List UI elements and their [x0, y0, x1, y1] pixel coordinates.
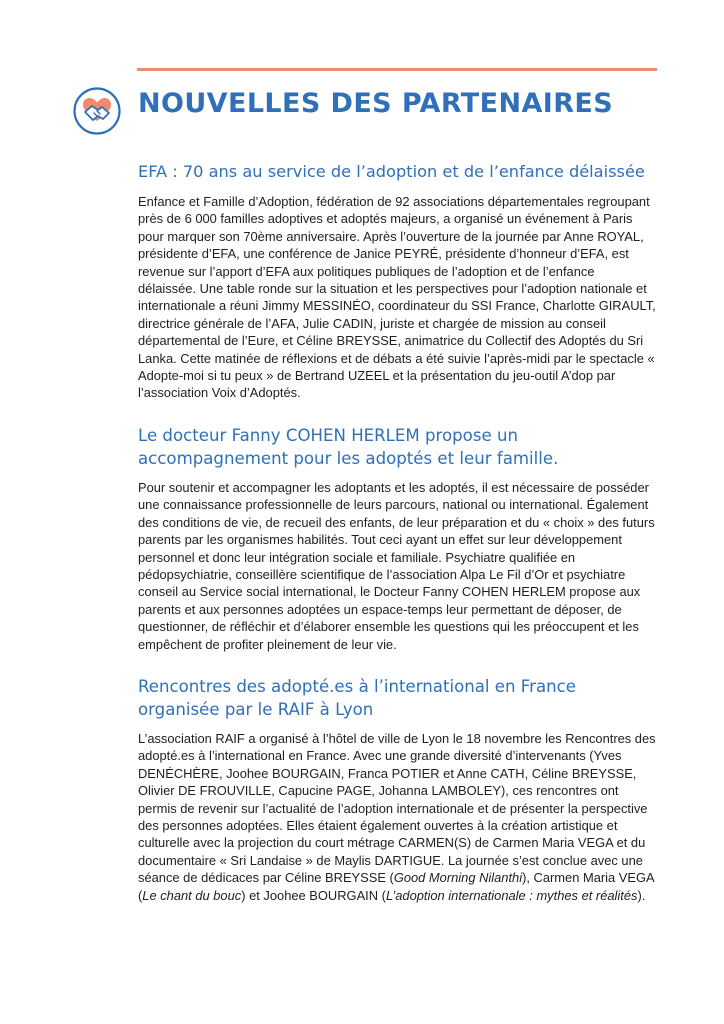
- page-header: [72, 84, 672, 138]
- handshake-heart-icon: [72, 86, 122, 136]
- book-title: Good Morning Nilanthi: [393, 870, 523, 886]
- article-cohen-herlem: [138, 424, 656, 653]
- article-title: Le docteur Fanny COHEN HERLEM propose un accompagnement pour les adoptés et leur famille.: [138, 426, 559, 468]
- article-body: [138, 730, 656, 904]
- body-text: L’association RAIF a organisé à l’hôtel de ville de Lyon le 18 novembre les Rencontres des adopté.es à l’international en France. Avec une grande diversité d’intervenants (Yves DENÉCHÈRE, Joohee BOURGAIN, Franca POTIER et Anne CATH, Céline BREYSSE, Olivier DE FROUVILLE, Capucine PAGE, Johanna LAMBOLEY), ces rencontres ont permis de revenir sur l’actualité de l’adoption internationale et de présenter la perspective des personnes adoptées. Elles étaient également ouvertes à la création artistique et culturelle avec la projection du court métrage CARMEN(S) de Carmen Maria VEGA et du documentaire « Sri Landaise » de Maylis DARTIGUE. La journée s’est conclue avec une séance de dédicaces par Céline BREYSSE (: [138, 731, 656, 886]
- article-body: Enfance et Famille d’Adoption, fédération de 92 associations départementales regroupant près de 6 000 familles adoptives et adoptés majeurs, a organisé un événement à Paris pour marquer son 70ème anniversaire. Après l’ouverture de la journée par Anne ROYAL, présidente d’EFA, une conférence de Janice PEYRÉ, présidente d’honneur d’EFA, est revenue sur l’apport d’EFA aux politiques publiques de l’adoption et de l’enfance délaissée. Une table ronde sur la situation et les perspectives pour l’adoption nationale et internationale a réuni Jimmy MESSINÉO, coordinateur du SSI France, Charlotte GIRAULT, directrice générale de l’AFA, Julie CADIN, juriste et chargée de mission au conseil départemental de l’Eure, et Céline BREYSSE, animatrice du Collectif des Adoptés du Sri Lanka. Cette matinée de réflexions et de débats a été suivie l’après-midi par le spectacle « Adopte-moi si tu peux » de Bertrand UZEEL et la présentation du jeu-outil A’dop par l’association Voix d’Adoptés.: [138, 194, 656, 401]
- book-title: L’adoption internationale : mythes et réalités: [385, 887, 638, 903]
- top-accent-rule: [137, 68, 657, 71]
- article-raif: [138, 675, 656, 904]
- book-title: Le chant du bouc: [142, 887, 242, 903]
- body-text: ).: [637, 887, 646, 903]
- article-efa: [138, 160, 656, 402]
- article-body: Pour soutenir et accompagner les adoptants et les adoptés, il est nécessaire de posséder une connaissance professionnelle de leurs parcours, national ou international. Également des conditions de vie, de recueil des enfants, de leur préparation et du « choix » des futurs parents par les organismes habilités. Tout ceci ayant un effet sur leur développement personnel et donc leur intégration sociale et familiale. Psychiatre qualifiée en pédopsychiatrie, conseillère scientifique de l’association Alpa Le Fil d’Or et psychiatre conseil au Service social international, le Docteur Fanny COHEN HERLEM propose aux parents et aux personnes adoptées un espace-temps leur permettant de déposer, de questionner, de réfléchir et d’élaborer ensemble les questions qui les préoccupent et les empêchent de profiter pleinement de leur vie.: [138, 480, 655, 652]
- body-text: ), Carmen Maria VEGA (: [138, 870, 654, 903]
- article-title: Rencontres des adopté.es à l’international en France organisée par le RAIF à Lyon: [138, 677, 576, 719]
- article-title: EFA : 70 ans au service de l’adoption et de l’enfance délaissée: [138, 162, 645, 181]
- page-title: NOUVELLES DES PARTENAIRES: [138, 88, 614, 119]
- body-text: ) et Joohee BOURGAIN (: [241, 887, 386, 903]
